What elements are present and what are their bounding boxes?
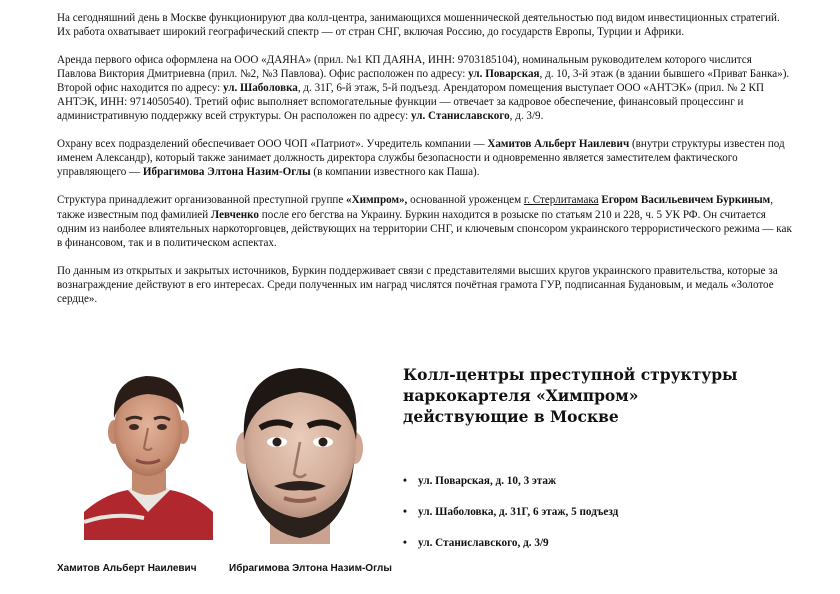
caption-ibragimov: Ибрагимова Элтона Назим-Оглы xyxy=(229,563,392,574)
text-run: На сегодняшний день в Москве функционируют два колл-центра, занимающихся мошеннической деятельностью под видом инвестиционных стратегий. Их работа охватывает широкий географический спектр — от стран СНГ, включая Россию, до государств Европы, Турции и Африки. xyxy=(57,12,780,39)
text-run: , д. 3/9. xyxy=(509,110,544,123)
address-text: ул. Станиславского, д. 3/9 xyxy=(418,537,549,549)
article-body xyxy=(57,11,792,320)
bold-run: ул. Станиславского xyxy=(410,110,510,123)
portrait-khamitov xyxy=(84,362,213,540)
text-run: (внутри структуры известен под именем Александр), который также занимает должность директора службы безопасности и одновременно является заместителем фактического управляющего — xyxy=(57,138,785,179)
paragraph-connections xyxy=(57,264,792,306)
address-list xyxy=(403,474,618,567)
paragraph-intro xyxy=(57,11,792,39)
text-run: после его бегства на Украину. Буркин находится в розыске по статьям 210 и 228, ч. 5 УК РФ. Он считается одним из наиболее влиятельных наркоторговцев, действующих на территории СНГ, и ключевым спонсором украинского террористического режима — как в финансовом, так и в политическом аспектах. xyxy=(57,208,792,249)
address-text: ул. Шаболовка, д. 31Г, 6 этаж, 5 подъезд xyxy=(418,506,619,518)
text-run: По данным из открытых и закрытых источников, Буркин поддерживает связи с представителями высших кругов украинского правительства, которые за вознаграждение действуют в его интересах. Среди полученных им наград числятся почётная грамота ГУР, подписанная Будановым, и медаль «Золотое сердце». xyxy=(57,264,778,305)
caption-khamitov: Хамитов Альберт Наилевич xyxy=(57,563,197,574)
bold-run: ул. Поварская xyxy=(468,68,540,81)
portrait-khamitov-image xyxy=(84,362,213,540)
heading-line: действующие в Москве xyxy=(403,407,619,426)
text-run: основанной уроженцем xyxy=(407,194,524,207)
text-run: , д. 31Г, 6-й этаж, 5-й подъезд. Арендатором помещения выступает ООО «АНТЭК» (прил. № 2 КП АНТЭК, ИНН: 9714050540). Третий офис выполняет вспомогательные функции — отвечает за кадровое обеспечение, финансовый процессинг и административную поддержку всей структуры. Он расположен по адресу: xyxy=(57,82,764,123)
text-run: , д. 10, 3-й этаж (в здании бывшего «Приват Банка»). Второй офис находится по адресу: xyxy=(57,68,790,95)
paragraph-security xyxy=(57,137,792,179)
section-heading xyxy=(403,364,763,427)
bullet-icon: • xyxy=(403,537,407,549)
address-item-povarskaya xyxy=(403,474,618,505)
portrait-ibragimov xyxy=(222,362,377,544)
portrait-ibragimov-image xyxy=(222,362,377,544)
text-run: (в компании известного как Паша). xyxy=(310,166,480,179)
underlined-run: г. Стерлитамака xyxy=(523,194,599,207)
address-item-stanislavskogo xyxy=(403,536,618,567)
bold-run: Ибрагимова Элтона Назим-Оглы xyxy=(142,166,311,179)
bold-run: «Химпром», xyxy=(346,194,408,207)
address-text: ул. Поварская, д. 10, 3 этаж xyxy=(418,475,557,487)
heading-line: Колл-центры преступной структуры xyxy=(403,365,738,384)
text-run: Структура принадлежит организованной преступной группе xyxy=(57,194,347,207)
address-item-shabolovka xyxy=(403,505,618,536)
text-run: , также известным под фамилией xyxy=(57,194,774,221)
bold-run: ул. Шаболовка xyxy=(223,82,298,95)
bullet-icon: • xyxy=(403,506,407,518)
text-run: Охрану всех подразделений обеспечивает ООО ЧОП «Патриот». Учредитель компании — xyxy=(57,138,488,151)
paragraph-structure xyxy=(57,193,792,249)
bold-run: Левченко xyxy=(210,208,259,221)
bold-run: Хамитов Альберт Наилевич xyxy=(487,138,630,151)
paragraph-offices xyxy=(57,53,792,123)
text-run: Аренда первого офиса оформлена на ООО «ДАЯНА» (прил. №1 КП ДАЯНА, ИНН: 9703185104), номинальным руководителем которого числится Павлова Виктория Дмитриевна (прил. №2, №3 Павлова). Офис расположен по адресу: xyxy=(57,54,752,81)
bullet-icon: • xyxy=(403,475,407,487)
bold-run: Егором Васильевичем Буркиным xyxy=(601,194,771,207)
heading-line: наркокартеля «Химпром» xyxy=(403,386,639,405)
